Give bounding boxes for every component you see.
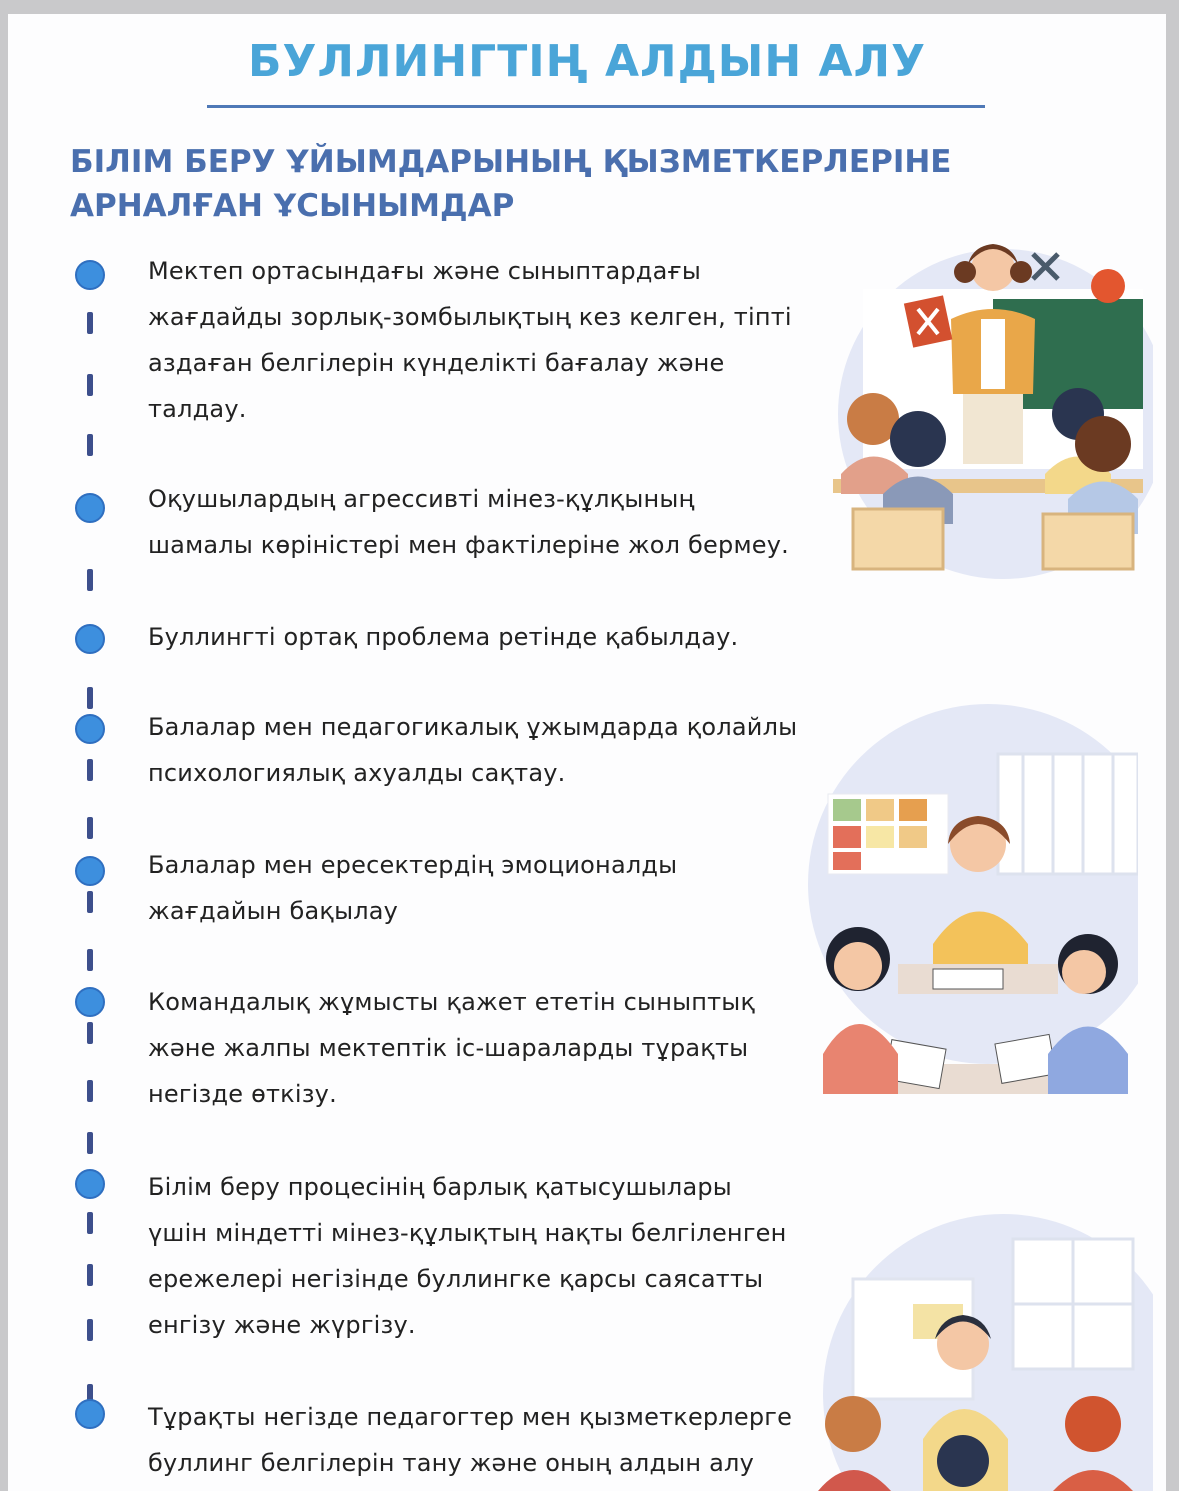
item-7-line-4: енгізу және жүргізу. bbox=[148, 1311, 416, 1339]
classroom-lesson-illustration bbox=[813, 1199, 1153, 1491]
page-title: БУЛЛИНГТІҢ АЛДЫН АЛУ bbox=[247, 36, 927, 87]
item-7-line-1: Білім беру процесінің барлық қатысушылары bbox=[148, 1173, 732, 1201]
timeline-dot-8 bbox=[76, 1400, 104, 1428]
recommendation-item-1 bbox=[148, 248, 848, 432]
recommendation-item-8 bbox=[148, 1394, 848, 1486]
timeline-dot-4 bbox=[76, 715, 104, 743]
recommendation-item-4 bbox=[148, 704, 848, 796]
timeline-dot-3 bbox=[76, 625, 104, 653]
teacher-at-board-illustration bbox=[813, 224, 1153, 604]
item-6-line-2: және жалпы мектептік іс-шараларды тұрақты bbox=[148, 1034, 749, 1062]
recommendation-item-3 bbox=[148, 614, 848, 660]
item-5-line-2: жағдайын бақылау bbox=[148, 897, 399, 925]
item-8-line-2: буллинг белгілерін тану және оның алдын алу bbox=[148, 1449, 754, 1477]
recommendation-item-5 bbox=[148, 842, 848, 934]
timeline-dot-5 bbox=[76, 857, 104, 885]
item-1-line-3: аздаған белгілерін күнделікті бағалау және bbox=[148, 349, 725, 377]
title-divider bbox=[207, 105, 985, 108]
subtitle-line-2: АРНАЛҒАН ҰСЫНЫМДАР bbox=[70, 188, 515, 224]
page-subtitle bbox=[70, 140, 1050, 228]
teacher-with-children-illustration bbox=[798, 694, 1138, 1114]
recommendation-item-6 bbox=[148, 979, 848, 1117]
item-8-line-1: Тұрақты негізде педагогтер мен қызметкерлерге bbox=[148, 1403, 793, 1431]
timeline-dot-2 bbox=[76, 494, 104, 522]
item-7-line-3: ережелері негізінде буллингке қарсы саясатты bbox=[148, 1265, 764, 1293]
item-1-line-4: талдау. bbox=[148, 395, 247, 423]
item-1-line-1: Мектеп ортасындағы және сыныптардағы bbox=[148, 257, 702, 285]
item-2-line-2: шамалы көріністері мен фактілеріне жол бермеу. bbox=[148, 531, 789, 559]
timeline-dot-6 bbox=[76, 988, 104, 1016]
subtitle-line-1: БІЛІМ БЕРУ ҰЙЫМДАРЫНЫҢ ҚЫЗМЕТКЕРЛЕРІНЕ bbox=[70, 144, 952, 180]
item-4-line-2: психологиялық ахуалды сақтау. bbox=[148, 759, 566, 787]
item-6-line-3: негізде өткізу. bbox=[148, 1080, 337, 1108]
item-2-line-1: Оқушылардың агрессивті мінез-құлқының bbox=[148, 485, 695, 513]
item-6-line-1: Командалық жұмысты қажет ететін сыныптық bbox=[148, 988, 756, 1016]
item-4-line-1: Балалар мен педагогикалық ұжымдарда қолайлы bbox=[148, 713, 798, 741]
timeline-dot-1 bbox=[76, 261, 104, 289]
item-1-line-2: жағдайды зорлық-зомбылықтың кез келген, тіпті bbox=[148, 303, 792, 331]
infographic-page bbox=[8, 14, 1166, 1491]
recommendation-item-7 bbox=[148, 1164, 848, 1348]
item-5-line-1: Балалар мен ересектердің эмоционалды bbox=[148, 851, 678, 879]
timeline-dot-7 bbox=[76, 1170, 104, 1198]
item-3-line-1: Буллингті ортақ проблема ретінде қабылдау. bbox=[148, 623, 739, 651]
timeline bbox=[8, 14, 168, 1491]
item-7-line-2: үшін міндетті мінез-құлықтың нақты белгіленген bbox=[148, 1219, 787, 1247]
recommendation-item-2 bbox=[148, 476, 848, 568]
